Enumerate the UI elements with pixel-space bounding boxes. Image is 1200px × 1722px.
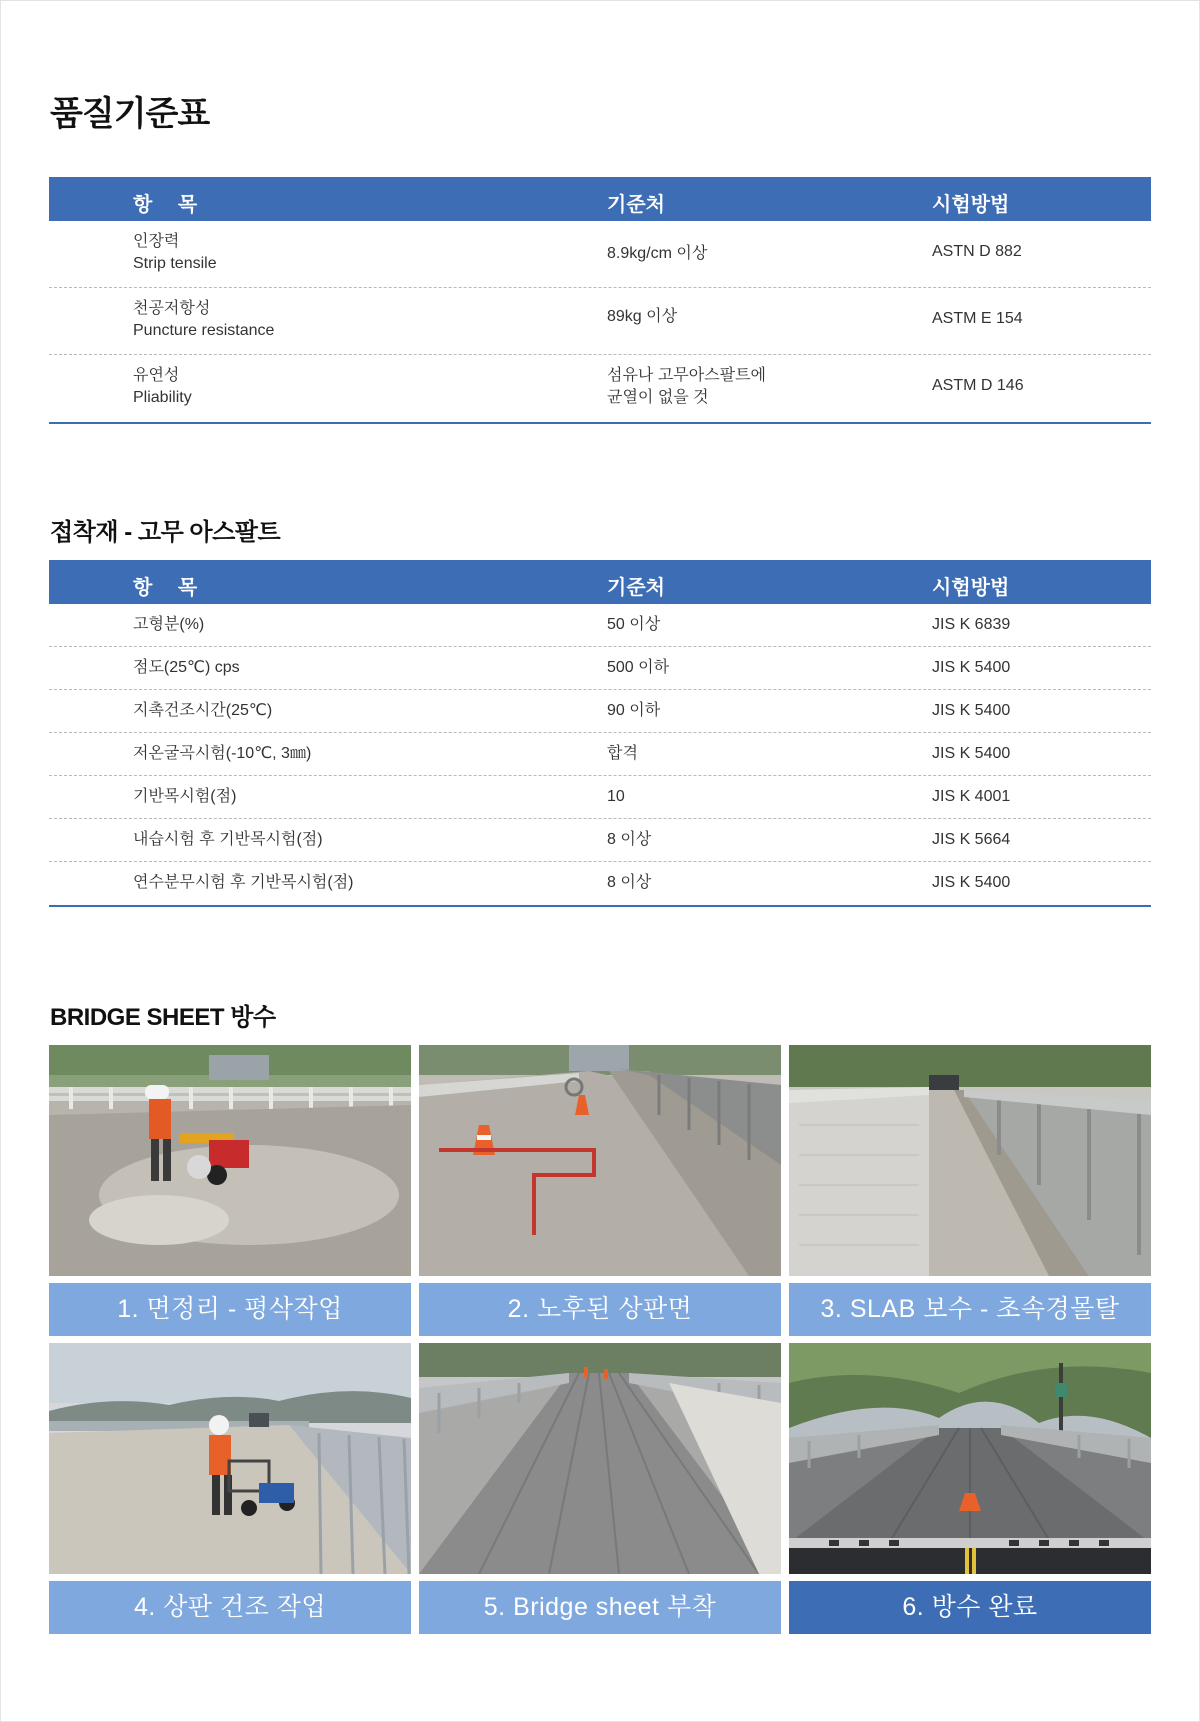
item-name: 지촉건조시간(25℃): [133, 702, 273, 719]
test-method: JIS K 5664: [932, 831, 1011, 848]
adhesive-section-title: 접착재 - 고무 아스팔트: [50, 519, 281, 546]
test-method: JIS K 5400: [932, 874, 1011, 891]
header-method: 시험방법: [932, 577, 1010, 599]
header-method: 시험방법: [932, 194, 1010, 216]
test-method: JIS K 5400: [932, 659, 1011, 676]
photo-deteriorated-deck: [419, 1045, 781, 1276]
table-row: [49, 819, 1151, 862]
item-name: 저온굴곡시험(-10℃, 3㎜): [133, 745, 312, 762]
standard-value: 8 이상: [607, 831, 652, 848]
photo-surface-planing: [49, 1045, 411, 1276]
test-method: ASTM D 146: [932, 377, 1024, 394]
item-name: 내습시험 후 기반목시험(점): [133, 831, 323, 848]
item-name: 연수분무시험 후 기반목시험(점): [133, 874, 354, 891]
table-row: [49, 355, 1151, 422]
photo-waterproofing-complete: [789, 1343, 1151, 1574]
table-header: [49, 560, 1151, 604]
step-caption-2: 2. 노후된 상판면: [419, 1283, 781, 1336]
standard-value: 10: [607, 788, 625, 805]
table-row: [49, 647, 1151, 690]
standard-value: 8.9kg/cm 이상: [607, 245, 708, 262]
test-method: JIS K 5400: [932, 745, 1011, 762]
item-english: Pliability: [133, 389, 192, 406]
table-row: [49, 776, 1151, 819]
standard-value: 8 이상: [607, 874, 652, 891]
item-korean: 천공저항성: [133, 300, 211, 317]
standard-value: 500 이하: [607, 659, 670, 676]
adhesive-table: [49, 560, 1151, 907]
test-method: ASTN D 882: [932, 243, 1022, 260]
step-caption-5: 5. Bridge sheet 부착: [419, 1581, 781, 1634]
test-method: ASTM E 154: [932, 310, 1023, 327]
page-title: 품질기준표: [50, 95, 210, 133]
bridge-sheet-section-title: BRIDGE SHEET 방수: [50, 1004, 276, 1031]
standard-value: 섬유나 고무아스팔트에: [607, 367, 767, 384]
quality-standard-table: [49, 177, 1151, 424]
step-caption-1: 1. 면정리 - 평삭작업: [49, 1283, 411, 1336]
table-row: [49, 604, 1151, 647]
item-english: Strip tensile: [133, 255, 217, 272]
test-method: JIS K 6839: [932, 616, 1011, 633]
photo-deck-drying: [49, 1343, 411, 1574]
table-row: [49, 288, 1151, 355]
standard-value: 89kg 이상: [607, 308, 678, 325]
step-caption-3: 3. SLAB 보수 - 초속경몰탈: [789, 1283, 1151, 1336]
item-english: Puncture resistance: [133, 322, 275, 339]
item-korean: 인장력: [133, 233, 180, 250]
table-row: [49, 221, 1151, 288]
item-name: 점도(25℃) cps: [133, 659, 240, 676]
standard-value: 합격: [607, 745, 638, 762]
header-item: 항 목: [133, 194, 208, 216]
header-standard: 기준처: [607, 577, 665, 599]
item-name: 기반목시험(점): [133, 788, 237, 805]
standard-value: 90 이하: [607, 702, 661, 719]
test-method: JIS K 4001: [932, 788, 1011, 805]
standard-value: 50 이상: [607, 616, 661, 633]
table-header: [49, 177, 1151, 221]
step-caption-6: 6. 방수 완료: [789, 1581, 1151, 1634]
table-row: [49, 862, 1151, 905]
test-method: JIS K 5400: [932, 702, 1011, 719]
photo-bridge-sheet-attach: [419, 1343, 781, 1574]
table-row: [49, 733, 1151, 776]
header-standard: 기준처: [607, 194, 665, 216]
item-name: 고형분(%): [133, 616, 205, 633]
standard-value: 균열이 없을 것: [607, 389, 709, 406]
header-item: 항 목: [133, 577, 208, 599]
item-korean: 유연성: [133, 367, 180, 384]
table-row: [49, 690, 1151, 733]
photo-slab-repair: [789, 1045, 1151, 1276]
step-caption-4: 4. 상판 건조 작업: [49, 1581, 411, 1634]
